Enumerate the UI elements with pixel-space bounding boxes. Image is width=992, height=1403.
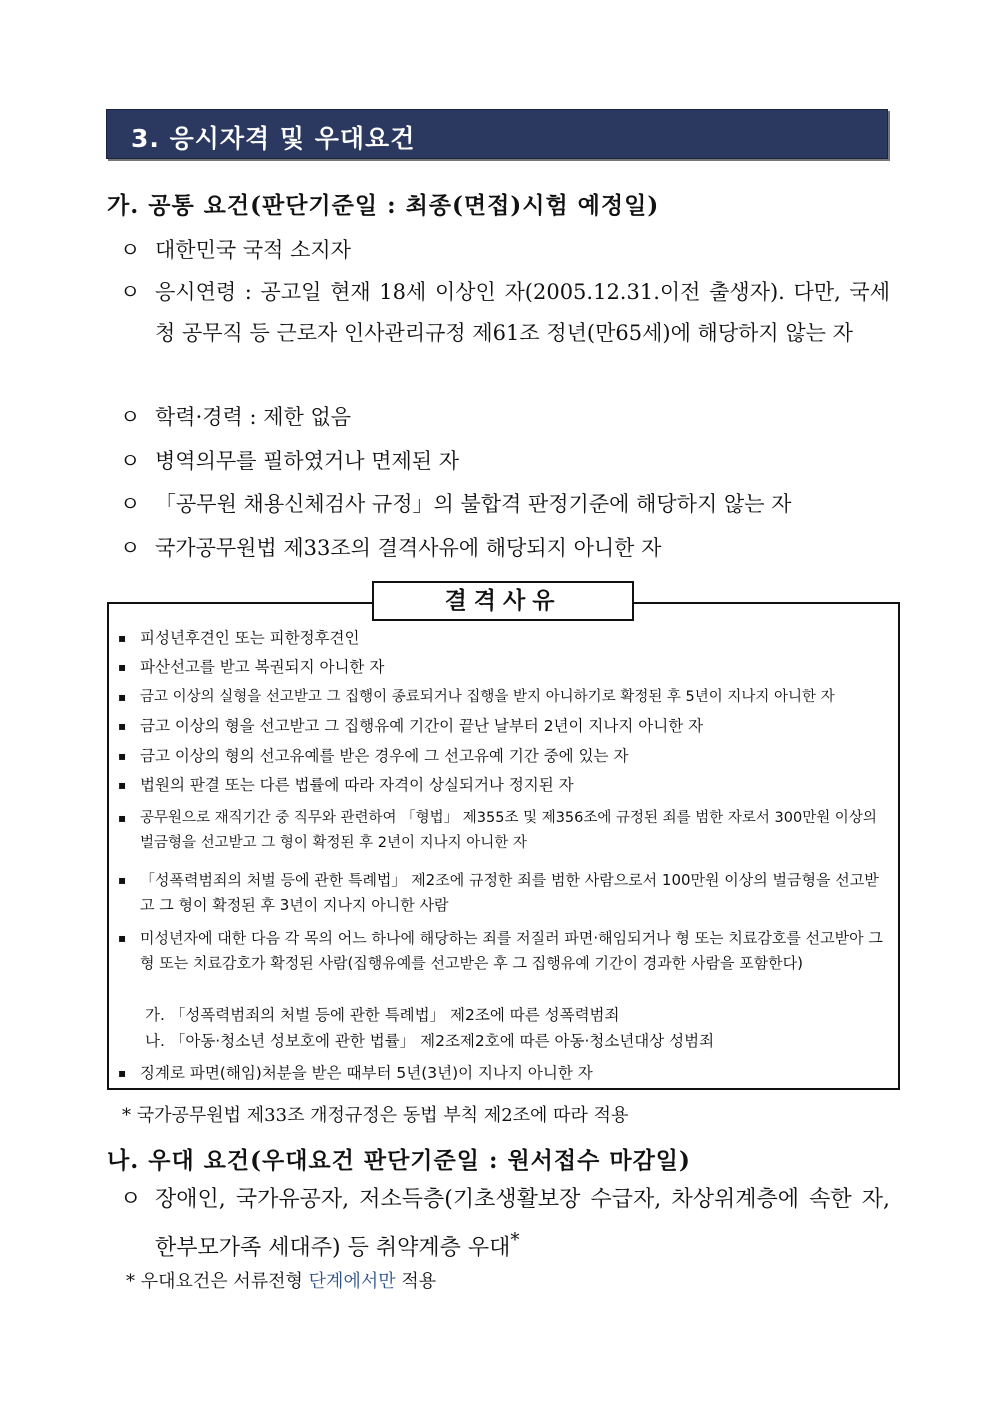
footnote-article-33: * 국가공무원법 제33조 개정규정은 동법 부칙 제2조에 따라 적용 (122, 1105, 629, 1126)
list-item (120, 441, 890, 482)
square-bullet-icon: ▪ (118, 811, 127, 825)
heading-common-requirements: 가. 공통 요건(판단기준일 : 최종(면접)시험 예정일) (107, 192, 660, 219)
disqualification-item (118, 1061, 893, 1086)
note-text: * 우대요건은 서류전형 (126, 1271, 303, 1292)
note-accent-text: 단계에서만 (308, 1271, 396, 1292)
square-bullet-icon: ▪ (118, 873, 127, 887)
disqualification-item (118, 773, 893, 798)
disqualification-item (118, 685, 893, 710)
list-item (120, 484, 890, 525)
disqualification-text: 징계로 파면(해임)처분을 받은 때부터 5년(3년)이 지나지 아니한 자 (140, 1064, 593, 1082)
disqualification-item (118, 926, 893, 976)
square-bullet-icon: ▪ (118, 690, 127, 704)
list-item-text: 병역의무를 필하였거나 면제된 자 (155, 449, 460, 473)
disqualification-text: 피성년후견인 또는 피한정후견인 (140, 629, 360, 647)
disqualification-text: 미성년자에 대한 다음 각 목의 어느 하나에 해당하는 죄를 저질러 파면·해임되거나 형 또는 치료감호를 선고받아 그 형 또는 치료감호가 확정된 사람(집행유예를 선고받은 후 그 집행유예 기간이 경과한 사람을 포함한다) (140, 929, 883, 972)
sub-item: 가. 「성폭력범죄의 처벌 등에 관한 특례법」 제2조에 따른 성폭력범죄 (145, 1006, 620, 1024)
square-bullet-icon: ▪ (118, 749, 127, 763)
list-item-text (155, 1179, 890, 1268)
disqualification-text: 금고 이상의 실형을 선고받고 그 집행이 종료되거나 집행을 받지 아니하기로 확정된 후 5년이 지나지 아니한 자 (140, 689, 835, 705)
circle-bullet-icon: ㅇ (120, 449, 141, 473)
list-item-text: 「공무원 채용신체검사 규정」의 불합격 판정기준에 해당하지 않는 자 (155, 492, 792, 516)
square-bullet-icon: ▪ (118, 719, 127, 733)
disqualification-item (118, 714, 893, 739)
circle-bullet-icon: ㅇ (120, 536, 141, 560)
section-title: 3. 응시자격 및 우대요건 (131, 124, 416, 153)
list-item-text: 대한민국 국적 소지자 (155, 238, 351, 262)
list-item-text: 응시연령 : 공고일 현재 18세 이상인 자(2005.12.31.이전 출생자). 다만, 국세청 공무직 등 근로자 인사관리규정 제61조 정년(만65세)에 해당하지 않는 자 (155, 280, 890, 345)
section-title-bar (106, 109, 888, 159)
square-bullet-icon: ▪ (118, 660, 127, 674)
circle-bullet-icon: ㅇ (120, 492, 141, 516)
note-text: 적용 (401, 1271, 437, 1292)
square-bullet-icon: ▪ (118, 931, 127, 945)
footnote-preference (126, 1267, 436, 1293)
footnote-marker: * (510, 1230, 520, 1251)
circle-bullet-icon: ㅇ (120, 280, 141, 304)
list-item-text: 국가공무원법 제33조의 결격사유에 해당되지 아니한 자 (155, 536, 662, 560)
disqualification-text: 「성폭력범죄의 처벌 등에 관한 특례법」 제2조에 규정한 죄를 범한 사람으로서 100만원 이상의 벌금형을 선고받고 그 형이 확정된 후 3년이 지나지 아니한 사람 (140, 871, 879, 914)
list-item (120, 528, 890, 569)
disqualification-text: 법원의 판결 또는 다른 법률에 따라 자격이 상실되거나 정지된 자 (140, 776, 574, 794)
list-item (120, 397, 890, 438)
disqualification-item (118, 626, 893, 651)
disqualification-text: 금고 이상의 형을 선고받고 그 집행유예 기간이 끝난 날부터 2년이 지나지 아니한 자 (140, 717, 704, 735)
disqualification-text: 파산선고를 받고 복권되지 아니한 자 (140, 658, 385, 676)
disqualification-item (118, 655, 893, 680)
circle-bullet-icon: ㅇ (120, 1187, 142, 1212)
preference-text: 장애인, 국가유공자, 저소득층(기초생활보장 수급자, 차상위계층에 속한 자, 한부모가족 세대주) 등 취약계층 우대 (155, 1187, 890, 1261)
list-item-text: 학력·경력 : 제한 없음 (155, 405, 352, 429)
disqualification-text: 공무원으로 재직기간 중 직무와 관련하여 「형법」 제355조 및 제356조에 규정된 죄를 범한 자로서 300만원 이상의 벌금형을 선고받고 그 형이 확정된 후 2년이 지나지 아니한 자 (140, 810, 877, 851)
disqualification-text: 금고 이상의 형의 선고유예를 받은 경우에 그 선고유예 기간 중에 있는 자 (140, 747, 629, 765)
list-item (120, 230, 890, 271)
square-bullet-icon: ▪ (118, 778, 127, 792)
list-item (120, 272, 890, 354)
sub-item: 나. 「아동·청소년 성보호에 관한 법률」 제2조제2호에 따른 아동·청소년대상 성범죄 (145, 1032, 715, 1050)
disqualification-item (118, 868, 893, 918)
square-bullet-icon: ▪ (118, 631, 127, 645)
disqualification-item (118, 806, 893, 856)
disqualification-box-title: 결격사유 (372, 581, 634, 621)
circle-bullet-icon: ㅇ (120, 238, 141, 262)
heading-preference-requirements: 나. 우대 요건(우대요건 판단기준일 : 원서접수 마감일) (107, 1147, 691, 1174)
circle-bullet-icon: ㅇ (120, 405, 141, 429)
disqualification-item (118, 744, 893, 769)
list-item (120, 1179, 890, 1268)
square-bullet-icon: ▪ (118, 1066, 127, 1080)
